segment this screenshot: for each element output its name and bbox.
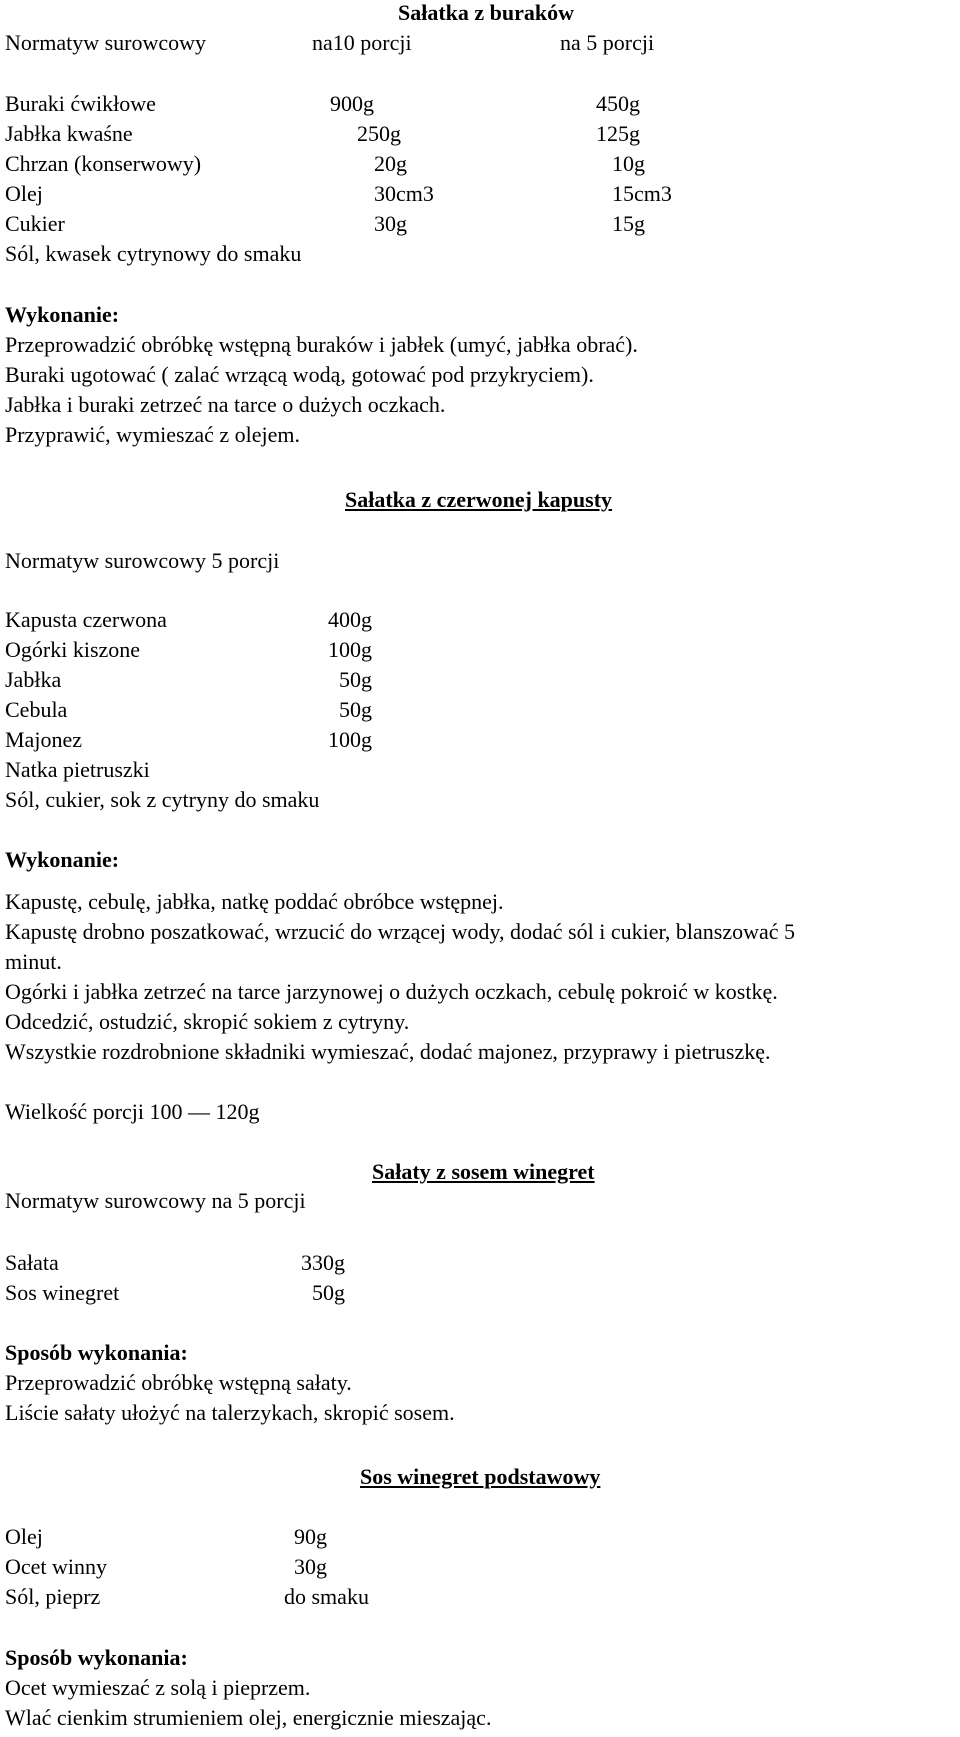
ingredient-qty: 90g — [294, 1524, 327, 1549]
method-step: Ogórki i jabłka zetrzeć na tarce jarzynowej o dużych oczkach, cebulę pokroić w kostkę. — [5, 979, 778, 1004]
method-step: Wszystkie rozdrobnione składniki wymieszać, dodać majonez, przyprawy i pietruszkę. — [5, 1039, 771, 1064]
ingredient-name: Majonez — [5, 727, 82, 752]
beet-salad-method-label: Wykonanie: — [5, 302, 120, 327]
basic-vinaigrette-method-label: Sposób wykonania: — [5, 1645, 188, 1670]
red-cabbage-salad-title: Sałatka z czerwonej kapusty — [345, 487, 613, 512]
ingredient-name: Cebula — [5, 697, 68, 722]
ingredient-qty-5: 10g — [612, 151, 645, 176]
method-step: Ocet wymieszać z solą i pieprzem. — [5, 1675, 311, 1700]
ingredient-name: Ocet winny — [5, 1554, 108, 1579]
ingredient-qty-5: 15cm3 — [612, 181, 672, 206]
ingredient-qty-10: 30cm3 — [374, 181, 434, 206]
basic-vinaigrette-title: Sos winegret podstawowy — [360, 1464, 601, 1489]
ingredient-qty-10: 900g — [330, 91, 374, 116]
vinaigrette-salad-header: Normatyw surowcowy na 5 porcji — [5, 1188, 306, 1213]
beet-salad-header-label: Normatyw surowcowy — [5, 30, 207, 55]
ingredient-name: Sól, pieprz — [5, 1584, 101, 1609]
beet-salad-title: Sałatka z buraków — [398, 0, 575, 25]
ingredient-name: Sól, kwasek cytrynowy do smaku — [5, 241, 302, 266]
ingredient-qty-5: 125g — [596, 121, 640, 146]
ingredient-name: Chrzan (konserwowy) — [5, 151, 202, 176]
method-step: Liście sałaty ułożyć na talerzykach, skropić sosem. — [5, 1400, 455, 1425]
ingredient-name: Olej — [5, 1524, 43, 1549]
method-step: Przeprowadzić obróbkę wstępną buraków i jabłek (umyć, jabłka obrać). — [5, 332, 638, 357]
method-step: Jabłka i buraki zetrzeć na tarce o dużych oczkach. — [5, 392, 446, 417]
ingredient-qty: 100g — [328, 637, 372, 662]
ingredient-qty: 50g — [339, 697, 372, 722]
red-cabbage-method-label: Wykonanie: — [5, 847, 120, 872]
ingredient-qty-5: 450g — [596, 91, 640, 116]
ingredient-qty: do smaku — [284, 1584, 369, 1609]
ingredient-name: Ogórki kiszone — [5, 637, 141, 662]
method-step: Przyprawić, wymieszać z olejem. — [5, 422, 301, 447]
method-step: Buraki ugotować ( zalać wrzącą wodą, gotować pod przykryciem). — [5, 362, 594, 387]
ingredient-name: Sałata — [5, 1250, 59, 1275]
ingredient-qty: 400g — [328, 607, 372, 632]
method-step: Odcedzić, ostudzić, skropić sokiem z cytryny. — [5, 1009, 410, 1034]
ingredient-name: Kapusta czerwona — [5, 607, 167, 632]
red-cabbage-salad-header: Normatyw surowcowy 5 porcji — [5, 548, 280, 573]
ingredient-name: Olej — [5, 181, 43, 206]
beet-salad-header-col2: na 5 porcji — [560, 30, 655, 55]
method-step: Kapustę drobno poszatkować, wrzucić do wrzącej wody, dodać sól i cukier, blanszować 5 — [5, 919, 796, 944]
method-step: minut. — [5, 949, 62, 974]
ingredient-qty: 30g — [294, 1554, 327, 1579]
ingredient-name: Buraki ćwikłowe — [5, 91, 156, 116]
ingredient-name: Jabłka — [5, 667, 62, 692]
ingredient-qty: 50g — [312, 1280, 345, 1305]
ingredient-name: Jabłka kwaśne — [5, 121, 133, 146]
ingredient-name: Sól, cukier, sok z cytryny do smaku — [5, 787, 320, 812]
ingredient-name: Natka pietruszki — [5, 757, 150, 782]
ingredient-qty-10: 20g — [374, 151, 407, 176]
ingredient-qty-5: 15g — [612, 211, 645, 236]
portion-size: Wielkość porcji 100 — 120g — [5, 1099, 260, 1124]
method-step: Wlać cienkim strumieniem olej, energicznie mieszając. — [5, 1705, 492, 1730]
method-step: Kapustę, cebulę, jabłka, natkę poddać obróbce wstępnej. — [5, 889, 504, 914]
ingredient-qty-10: 30g — [374, 211, 407, 236]
method-step: Przeprowadzić obróbkę wstępną sałaty. — [5, 1370, 352, 1395]
ingredient-name: Sos winegret — [5, 1280, 120, 1305]
ingredient-qty-10: 250g — [357, 121, 401, 146]
vinaigrette-salad-method-label: Sposób wykonania: — [5, 1340, 188, 1365]
vinaigrette-salad-title: Sałaty z sosem winegret — [372, 1159, 595, 1184]
ingredient-name: Cukier — [5, 211, 65, 236]
ingredient-qty: 50g — [339, 667, 372, 692]
beet-salad-header-col1: na10 porcji — [312, 30, 412, 55]
ingredient-qty: 330g — [301, 1250, 345, 1275]
ingredient-qty: 100g — [328, 727, 372, 752]
